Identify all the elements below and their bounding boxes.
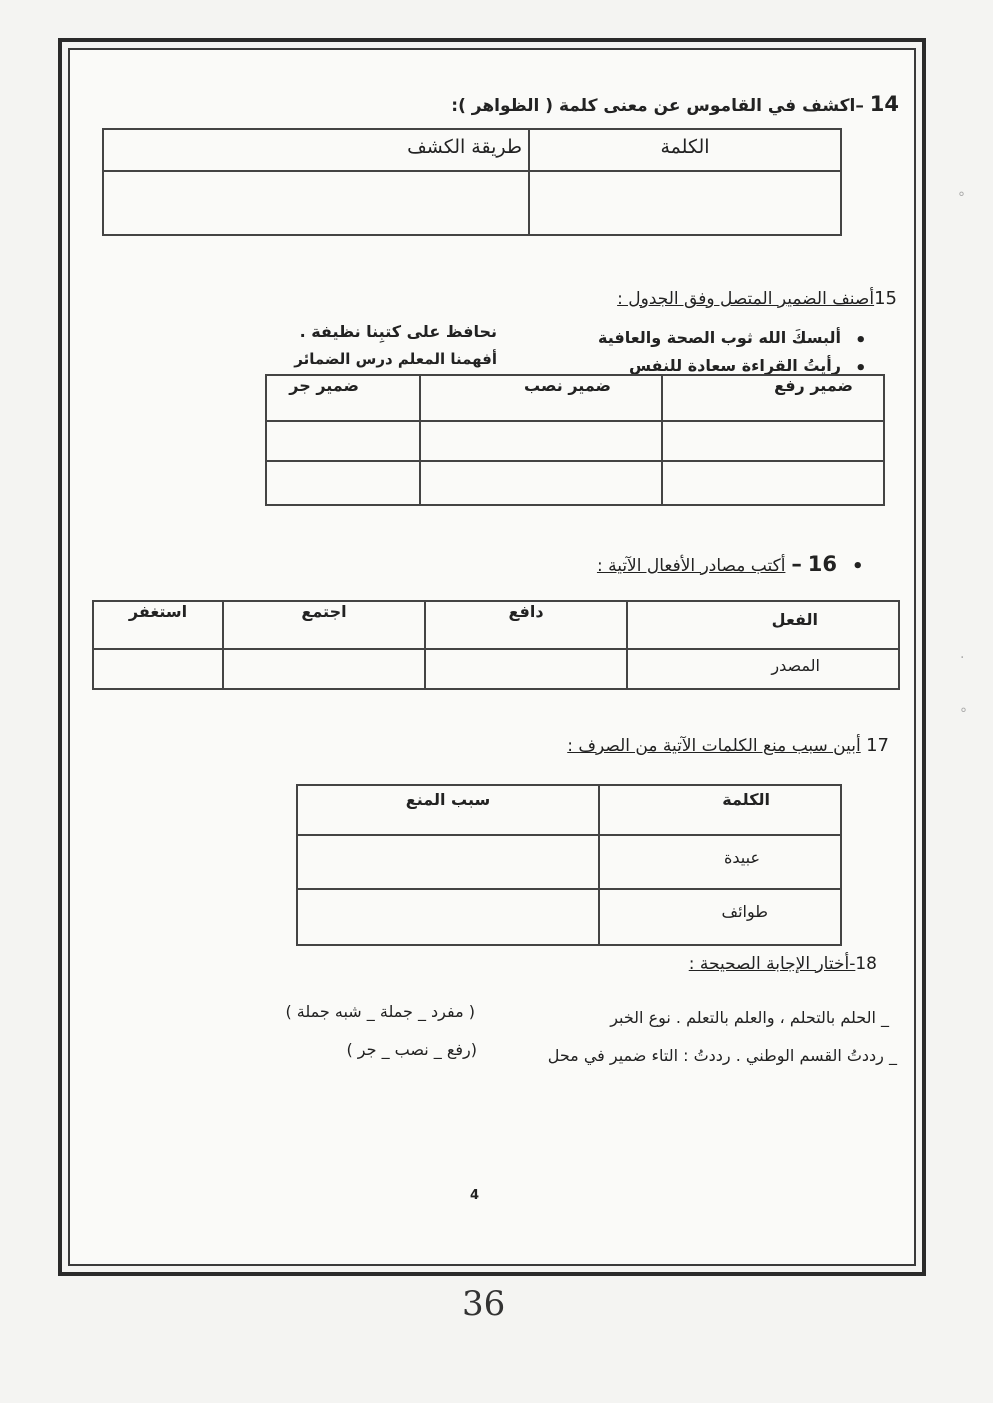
q14-answer-method	[103, 171, 529, 235]
q15-cell	[662, 461, 884, 505]
q15-cell	[266, 461, 420, 505]
question-16-table	[92, 600, 900, 690]
q15-header-raf: ضمير رفع	[662, 375, 884, 421]
q15-cell	[662, 421, 884, 461]
question-15-number: 15	[874, 288, 897, 309]
question-15-table	[265, 374, 885, 506]
bullet-point: •	[855, 358, 867, 379]
q15-sentence-2: نحافظ على كتبِنا نظيفة .	[299, 322, 497, 341]
q16-verb-istaghfar: استغفر	[93, 601, 223, 649]
q14-answer-word	[529, 171, 841, 235]
question-18-heading	[689, 954, 877, 974]
q15-cell	[266, 421, 420, 461]
question-18-number: 18	[855, 954, 877, 974]
question-16-dash: –	[791, 552, 802, 576]
q15-sentence-3: رأيتُ القراءة سعادة للنفس	[628, 356, 841, 375]
q15-header-nasb: ضمير نصب	[420, 375, 662, 421]
scan-speck: °	[958, 190, 965, 206]
q17-word-2: طوائف	[599, 889, 841, 945]
scan-speck: °	[960, 706, 967, 722]
q18-item-2-choices: (رفع _ نصب _ جر )	[346, 1040, 477, 1059]
q14-header-method: طريقة الكشف	[103, 129, 529, 171]
question-17-text: أبين سبب منع الكلمات الآتية من الصرف :	[567, 736, 861, 756]
q17-word-1: عبيدة	[599, 835, 841, 889]
bullet-point: •	[855, 330, 867, 351]
question-17-table	[296, 784, 842, 946]
question-18-text: -أختار الإجابة الصحيحة :	[688, 954, 856, 974]
q15-header-jar: ضمير جر	[266, 375, 420, 421]
question-15-text: أصنف الضمير المتصل وفق الجدول :	[617, 289, 875, 309]
q17-cell	[297, 835, 599, 889]
handwritten-number: 36	[462, 1284, 506, 1324]
q15-cell	[420, 461, 662, 505]
q18-item-2-stem: _ رددتُ القسم الوطني . رددتُ : التاء ضمير في محل	[547, 1046, 897, 1065]
q15-sentence-1: ألبسكَ الله ثوب الصحة والعافية	[597, 328, 841, 347]
q16-verb-ijtama: اجتمع	[223, 601, 425, 649]
question-17-heading	[567, 735, 889, 756]
question-15-heading	[617, 288, 897, 309]
q16-cell	[93, 649, 223, 689]
scan-speck: ·	[960, 650, 965, 666]
q16-verb-dafa: دافع	[425, 601, 627, 649]
question-17-number: 17	[866, 735, 889, 756]
q15-sentence-4: أفهمنا المعلم درس الضمائر	[294, 350, 497, 368]
q16-label-masdar: المصدر	[627, 649, 899, 689]
question-14-heading	[451, 92, 899, 116]
question-16-number: 16	[807, 552, 837, 576]
q16-header-verb: الفعل	[627, 601, 899, 649]
q17-header-reason: سبب المنع	[297, 785, 599, 835]
q16-cell	[425, 649, 627, 689]
q15-cell	[420, 421, 662, 461]
bullet-point: •	[852, 556, 864, 577]
q18-item-1-choices: ( مفرد _ جملة _ شبه جملة )	[285, 1002, 475, 1021]
q17-header-word: الكلمة	[599, 785, 841, 835]
q16-cell	[223, 649, 425, 689]
question-16-heading	[597, 552, 837, 576]
q14-header-word: الكلمة	[529, 129, 841, 171]
question-14-text: –اكشف في القاموس عن معنى كلمة ( الظواهر ):	[451, 96, 864, 116]
question-14-table	[102, 128, 842, 236]
page-number: 4	[470, 1188, 480, 1203]
q17-cell	[297, 889, 599, 945]
question-16-text: أكتب مصادر الأفعال الآتية :	[596, 556, 786, 576]
q18-item-1-stem: _ الحلم بالتحلم ، والعلم بالتعلم . نوع الخبر	[610, 1008, 889, 1027]
question-14-number: 14	[869, 92, 899, 116]
